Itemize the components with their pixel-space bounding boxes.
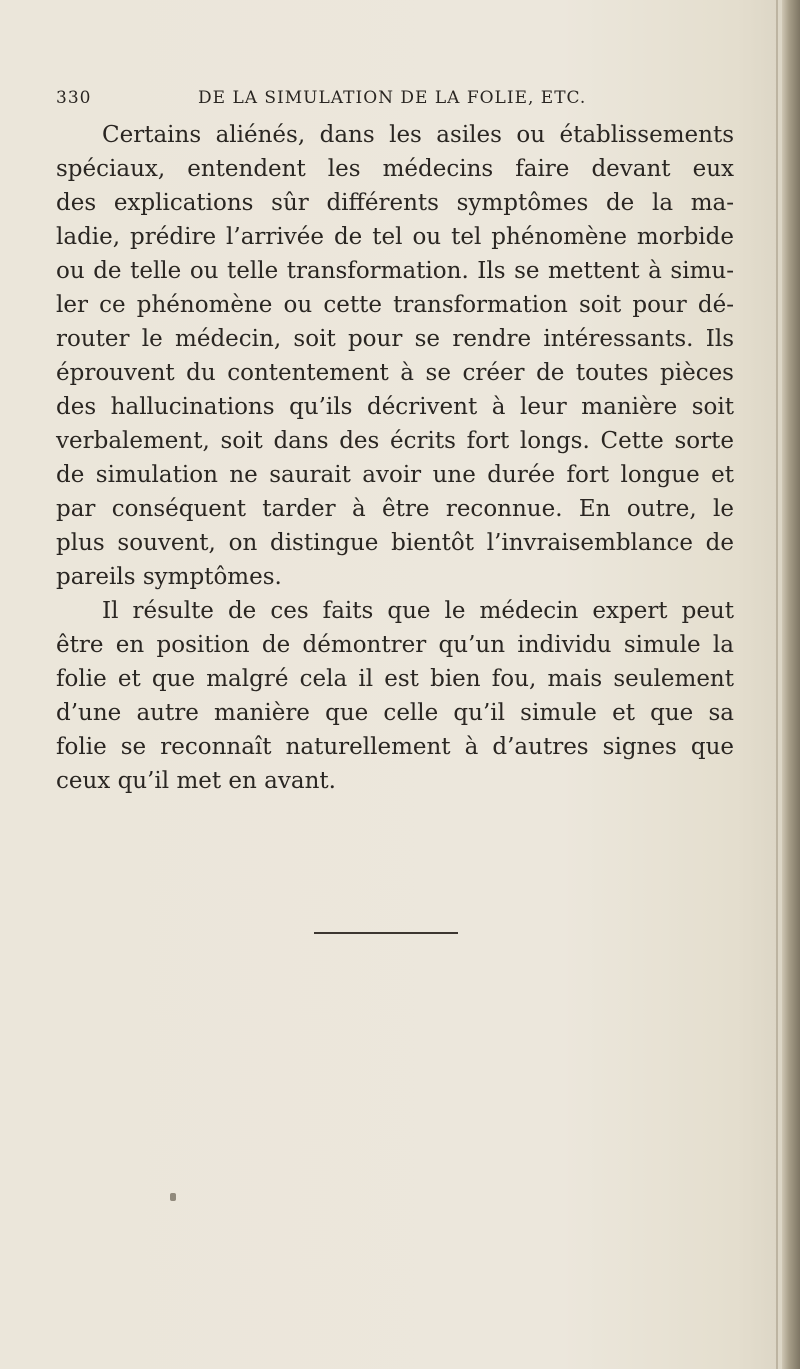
text-line: d’une autre manière que celle qu’il simule et que sa <box>56 700 734 726</box>
text-line: des hallucinations qu’ils décrivent à leur manière soit <box>56 394 734 420</box>
text-line: verbalement, soit dans des écrits fort longs. Cette sorte <box>56 428 734 454</box>
paragraph <box>56 118 734 594</box>
body-text <box>56 118 734 798</box>
text-line: folie et que malgré cela il est bien fou, mais seulement <box>56 666 734 692</box>
ink-speck <box>170 1193 176 1201</box>
text-line: spéciaux, entendent les médecins faire devant eux <box>56 156 734 182</box>
page-fold-line <box>776 0 778 1369</box>
page-number: 330 <box>56 88 92 108</box>
section-rule <box>314 932 458 934</box>
text-line: router le médecin, soit pour se rendre intéressants. Ils <box>56 326 734 352</box>
text-line: ou de telle ou telle transformation. Ils se mettent à simu- <box>56 258 734 284</box>
text-line: folie se reconnaît naturellement à d’autres signes que <box>56 734 734 760</box>
text-line: éprouvent du contentement à se créer de toutes pièces <box>56 360 734 386</box>
text-line: être en position de démontrer qu’un individu simule la <box>56 632 734 658</box>
text-line: des explications sûr différents symptômes de la ma- <box>56 190 734 216</box>
running-head <box>56 88 736 118</box>
text-line: ler ce phénomène ou cette transformation soit pour dé- <box>56 292 734 318</box>
text-line: Certains aliénés, dans les asiles ou établissements <box>102 122 734 148</box>
text-line: pareils symptômes. <box>56 564 282 590</box>
text-line: par conséquent tarder à être reconnue. En outre, le <box>56 496 734 522</box>
page-edge-shadow <box>782 0 800 1369</box>
text-line: Il résulte de ces faits que le médecin expert peut <box>102 598 734 624</box>
running-head-title: DE LA SIMULATION DE LA FOLIE, ETC. <box>198 88 587 108</box>
text-line: ceux qu’il met en avant. <box>56 768 336 794</box>
text-line: plus souvent, on distingue bientôt l’invraisemblance de <box>56 530 734 556</box>
paragraph <box>56 594 734 798</box>
text-line: ladie, prédire l’arrivée de tel ou tel phénomène morbide <box>56 224 734 250</box>
text-line: de simulation ne saurait avoir une durée fort longue et <box>56 462 734 488</box>
